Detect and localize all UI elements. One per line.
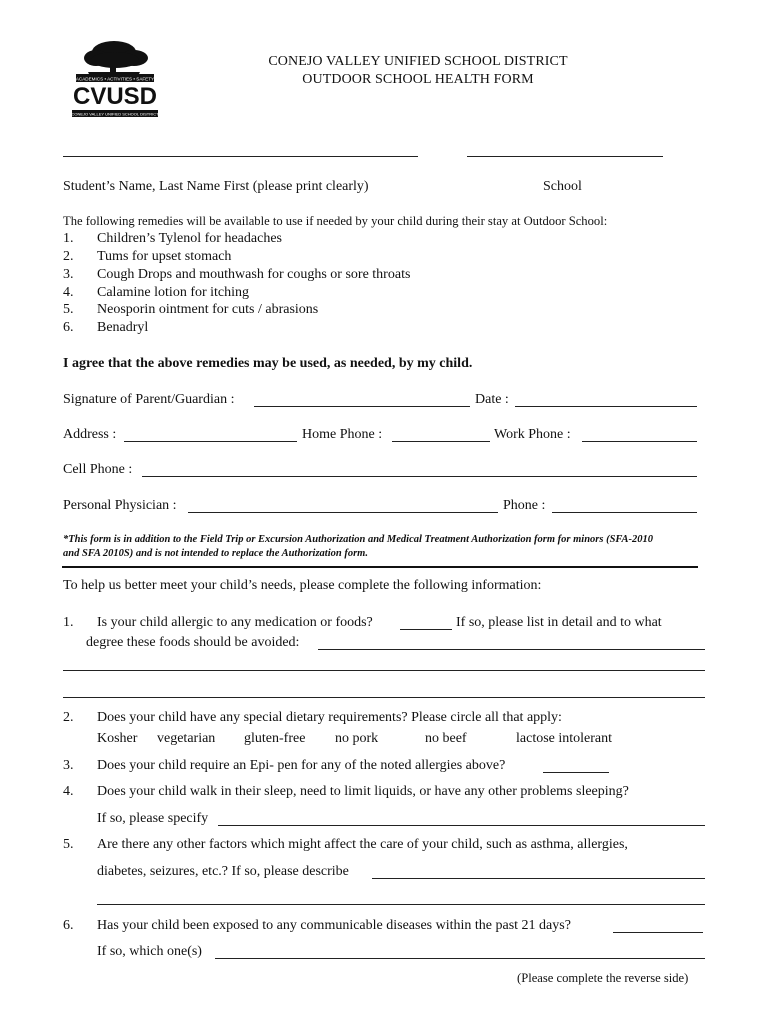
date-line[interactable] [515,406,697,407]
diet-option-lactose-intolerant[interactable]: lactose intolerant [516,731,613,746]
remedy-number: 2. [63,249,74,264]
home-phone-label: Home Phone : [302,427,383,442]
physician-label: Personal Physician : [63,498,177,513]
q1-text-continued: If so, please list in detail and to what [456,615,662,630]
diet-option-no-beef[interactable]: no beef [425,731,467,746]
work-phone-line[interactable] [582,441,697,442]
q6-which-label: If so, which one(s) [97,944,202,959]
q4-specify-line[interactable] [218,825,705,826]
header-form-title: OUTDOOR SCHOOL HEALTH FORM [302,72,534,87]
cell-phone-line[interactable] [142,476,697,477]
school-label: School [543,179,582,194]
remedy-number: 5. [63,302,74,317]
q6-answer-line[interactable] [613,932,703,933]
q4-text: Does your child walk in their sleep, need to limit liquids, or have any other problems sleeping? [97,784,629,799]
q1-answer-line[interactable] [400,629,452,630]
student-name-label: Student’s Name, Last Name First (please print clearly) [63,179,369,194]
q1-text-degree: degree these foods should be avoided: [86,635,300,650]
q6-which-line[interactable] [215,958,705,959]
q5-describe-label: diabetes, seizures, etc.? If so, please describe [97,864,349,879]
q1-detail-line[interactable] [63,697,705,698]
section-divider [62,566,698,568]
home-phone-line[interactable] [392,441,490,442]
remedy-number: 6. [63,320,74,335]
remedy-number: 4. [63,285,74,300]
q5-text: Are there any other factors which might affect the care of your child, such as asthma, allergies, [97,837,628,852]
cell-phone-label: Cell Phone : [63,462,133,477]
diet-option-no-pork[interactable]: no pork [335,731,379,746]
authorization-note-line2: and SFA 2010S) and is not intended to replace the Authorization form. [63,548,368,559]
remedy-number: 1. [63,231,74,246]
remedy-text: Calamine lotion for itching [97,285,250,300]
logo-acronym: CVUSD [72,83,158,110]
address-line[interactable] [124,441,297,442]
signature-line[interactable] [254,406,470,407]
question-number: 4. [63,784,74,799]
school-line[interactable] [467,156,663,157]
date-label: Date : [475,392,509,407]
question-number: 3. [63,758,74,773]
address-label: Address : [63,427,117,442]
q5-describe-line[interactable] [97,904,705,905]
physician-phone-line[interactable] [552,512,697,513]
q1-detail-line[interactable] [318,649,705,650]
header-district: CONEJO VALLEY UNIFIED SCHOOL DISTRICT [268,54,568,69]
q3-answer-line[interactable] [543,772,609,773]
diet-option-gluten-free[interactable]: gluten-free [244,731,306,746]
q2-text: Does your child have any special dietary requirements? Please circle all that apply: [97,710,562,725]
logo-subtitle: CONEJO VALLEY UNIFIED SCHOOL DISTRICT [71,111,159,117]
help-intro: To help us better meet your child’s needs, please complete the following information: [63,578,542,593]
remedy-text: Neosporin ointment for cuts / abrasions [97,302,319,317]
diet-option-kosher[interactable]: Kosher [97,731,138,746]
question-number: 5. [63,837,74,852]
remedies-intro: The following remedies will be available to use if needed by your child during their stay at Outdoor School: [63,214,608,228]
agree-statement: I agree that the above remedies may be used, as needed, by my child. [63,356,473,371]
remedy-text: Cough Drops and mouthwash for coughs or sore throats [97,267,411,282]
question-number: 1. [63,615,74,630]
remedy-number: 3. [63,267,74,282]
remedy-text: Benadryl [97,320,149,335]
q6-text: Has your child been exposed to any communicable diseases within the past 21 days? [97,918,571,933]
diet-option-vegetarian[interactable]: vegetarian [157,731,216,746]
logo-banner-text: ACADEMICS • ACTIVITIES • SAFETY [75,76,155,82]
authorization-note-line1: *This form is in addition to the Field Trip or Excursion Authorization and Medical Treatment Authorization form for minors (SFA-2010 [63,534,653,545]
remedy-text: Tums for upset stomach [97,249,232,264]
student-name-line[interactable] [63,156,418,157]
question-number: 6. [63,918,74,933]
signature-label: Signature of Parent/Guardian : [63,392,235,407]
q5-describe-line[interactable] [372,878,705,879]
q1-detail-line[interactable] [63,670,705,671]
work-phone-label: Work Phone : [494,427,571,442]
q4-specify-label: If so, please specify [97,811,209,826]
reverse-side-note: (Please complete the reverse side) [517,971,689,985]
physician-phone-label: Phone : [503,498,546,513]
physician-line[interactable] [188,512,498,513]
remedy-text: Children’s Tylenol for headaches [97,231,282,246]
question-number: 2. [63,710,74,725]
q1-text: Is your child allergic to any medication or foods? [97,615,373,630]
q3-text: Does your child require an Epi- pen for any of the noted allergies above? [97,758,506,773]
